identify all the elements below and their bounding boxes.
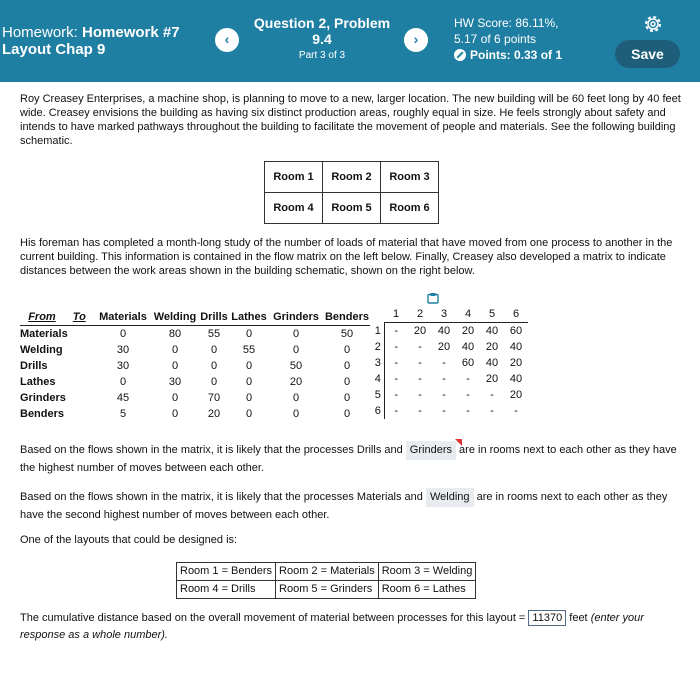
distance-matrix bbox=[372, 306, 528, 419]
flow-corner-header bbox=[20, 309, 94, 326]
flow-cell: 55 bbox=[242, 344, 256, 356]
cumulative-distance-input[interactable]: 11370 bbox=[528, 610, 566, 626]
question-3-before: The cumulative distance based on the overall movement of material between processes for this layout = bbox=[20, 612, 526, 624]
building-schematic bbox=[264, 161, 439, 224]
distance-col-header: 4 bbox=[456, 306, 480, 323]
points-total: 5.17 of 6 points bbox=[454, 32, 537, 46]
layout-intro: One of the layouts that could be designed is: bbox=[20, 534, 238, 546]
flow-cell: 0 bbox=[171, 392, 179, 404]
question-2-before: Based on the flows shown in the matrix, it is likely that the processes Materials and bbox=[20, 491, 423, 503]
flow-cell: 0 bbox=[245, 392, 253, 404]
flow-cell: 0 bbox=[245, 408, 253, 420]
question-part: Part 3 of 3 bbox=[298, 50, 346, 61]
flow-cell: 0 bbox=[343, 408, 351, 420]
homework-subtitle: Layout Chap 9 bbox=[2, 41, 106, 58]
flow-col-header: Materials bbox=[94, 309, 152, 326]
chevron-left-icon: ‹ bbox=[224, 31, 230, 47]
distance-row bbox=[372, 355, 528, 371]
schematic-cell: Room 2 bbox=[323, 162, 381, 193]
distance-cell: 20 bbox=[509, 357, 523, 369]
distance-cell: - bbox=[442, 405, 446, 417]
schematic-cell: Room 4 bbox=[265, 193, 323, 224]
distance-col-header: 1 bbox=[384, 306, 408, 323]
answer-dropdown-1[interactable]: Grinders bbox=[406, 441, 456, 460]
flow-row bbox=[20, 390, 370, 406]
flow-cell: 0 bbox=[343, 360, 351, 372]
flow-cell: 0 bbox=[119, 328, 127, 340]
flow-cell: 0 bbox=[171, 408, 179, 420]
distance-row bbox=[372, 339, 528, 355]
distance-cell: - bbox=[394, 325, 399, 337]
flow-cell: 0 bbox=[171, 344, 179, 356]
distance-cell: - bbox=[418, 373, 422, 385]
flow-row bbox=[20, 358, 370, 374]
distance-cell: - bbox=[466, 405, 470, 417]
flow-cell: 0 bbox=[171, 360, 179, 372]
distance-row-label: 3 bbox=[372, 355, 384, 371]
question-1-after: are in rooms next to each other as they have the highest number of moves between each other. bbox=[20, 444, 677, 474]
flow-row-label: Grinders bbox=[20, 392, 66, 404]
question-3-unit: feet bbox=[569, 612, 588, 624]
distance-cell: - bbox=[442, 389, 446, 401]
question-3-hint: (enter your response as a whole number). bbox=[20, 612, 644, 641]
distance-row bbox=[372, 387, 528, 403]
question-points bbox=[454, 47, 562, 63]
answer-dropdown-2[interactable]: Welding bbox=[426, 488, 474, 507]
layout-cell: Room 5 = Grinders bbox=[276, 581, 379, 599]
question-title: Question 2, Problem bbox=[253, 15, 391, 31]
chevron-right-icon: › bbox=[413, 31, 419, 47]
distance-row-label: 2 bbox=[372, 339, 384, 355]
flow-cell: 80 bbox=[168, 328, 182, 340]
distance-cell: - bbox=[490, 389, 494, 401]
distance-cell: 20 bbox=[437, 341, 451, 353]
distance-cell: - bbox=[394, 341, 399, 353]
distance-cell: - bbox=[418, 405, 422, 417]
flow-cell: 0 bbox=[292, 344, 300, 356]
schematic-cell: Room 6 bbox=[381, 193, 439, 224]
flow-cell: 0 bbox=[210, 376, 218, 388]
flow-cell: 0 bbox=[292, 328, 300, 340]
distance-row bbox=[372, 323, 528, 340]
clipboard-icon[interactable] bbox=[427, 293, 439, 304]
layout-cell: Room 3 = Welding bbox=[378, 563, 476, 581]
flow-cell: 45 bbox=[116, 392, 130, 404]
flow-cell: 55 bbox=[207, 328, 221, 340]
distance-cell: 20 bbox=[485, 373, 499, 385]
distance-cell: - bbox=[418, 341, 422, 353]
distance-col-header: 6 bbox=[504, 306, 528, 323]
flow-col-header: Grinders bbox=[268, 309, 324, 326]
question-2-after: are in rooms next to each other as they have the second highest number of moves between each other. bbox=[20, 491, 668, 521]
problem-intro: Roy Creasey Enterprises, a machine shop, is planning to move to a new, larger location. The new building will be 60 feet long by 40 feet wide. Creasey envisions the building as having six distinct production areas, roughly equal in size. He feels strongly about safety and intends to have marked pathways throughout the building to facilitate the movement of people and materials. See the following building schematic. bbox=[20, 93, 681, 147]
distance-cell: 40 bbox=[485, 325, 499, 337]
flow-cell: 30 bbox=[168, 376, 182, 388]
schematic-cell: Room 1 bbox=[265, 162, 323, 193]
flow-row bbox=[20, 406, 370, 422]
homework-label: Homework: bbox=[2, 24, 78, 41]
distance-row bbox=[372, 403, 528, 419]
distance-row-label: 6 bbox=[372, 403, 384, 419]
distance-row-label: 1 bbox=[372, 323, 384, 340]
flow-cell: 50 bbox=[289, 360, 303, 372]
flow-cell: 50 bbox=[340, 328, 354, 340]
homework-name: Homework #7 bbox=[82, 24, 180, 41]
distance-cell: - bbox=[394, 389, 399, 401]
flow-row-label: Welding bbox=[20, 344, 63, 356]
flow-row-label: Lathes bbox=[20, 376, 56, 388]
flow-cell: 0 bbox=[245, 328, 253, 340]
layout-cell: Room 4 = Drills bbox=[177, 581, 276, 599]
distance-cell: 60 bbox=[461, 357, 475, 369]
distance-cell: - bbox=[466, 373, 470, 385]
layout-cell: Room 1 = Benders bbox=[177, 563, 276, 581]
previous-question-button[interactable] bbox=[215, 28, 239, 52]
flow-cell: 0 bbox=[210, 344, 218, 356]
flow-col-header: Welding bbox=[152, 309, 198, 326]
distance-cell: 20 bbox=[509, 389, 523, 401]
distance-cell: 40 bbox=[509, 341, 523, 353]
from-label: From bbox=[28, 311, 56, 323]
flow-cell: 0 bbox=[210, 360, 218, 372]
distance-cell: - bbox=[466, 389, 470, 401]
gear-icon[interactable] bbox=[643, 14, 663, 34]
save-button[interactable]: Save bbox=[615, 40, 680, 68]
to-label: To bbox=[72, 311, 86, 323]
layout-cell: Room 2 = Materials bbox=[276, 563, 379, 581]
distance-cell: - bbox=[394, 405, 399, 417]
question-points-text: Points: 0.33 of 1 bbox=[470, 48, 563, 62]
flow-row bbox=[20, 326, 370, 343]
distance-cell: 40 bbox=[485, 357, 499, 369]
flow-cell: 0 bbox=[343, 392, 351, 404]
distance-row-label: 4 bbox=[372, 371, 384, 387]
distance-cell: 40 bbox=[461, 341, 475, 353]
flow-col-header: Drills bbox=[198, 309, 230, 326]
flow-cell: 30 bbox=[116, 344, 130, 356]
distance-cell: 20 bbox=[461, 325, 475, 337]
flow-cell: 0 bbox=[343, 376, 351, 388]
distance-cell: 60 bbox=[509, 325, 523, 337]
schematic-cell: Room 5 bbox=[323, 193, 381, 224]
next-question-button[interactable] bbox=[404, 28, 428, 52]
distance-cell: - bbox=[442, 357, 446, 369]
distance-cell: 20 bbox=[485, 341, 499, 353]
flow-row bbox=[20, 374, 370, 390]
distance-cell: - bbox=[442, 373, 446, 385]
question-3 bbox=[20, 610, 690, 644]
flow-cell: 0 bbox=[292, 392, 300, 404]
distance-corner bbox=[372, 306, 384, 323]
layout-cell: Room 6 = Lathes bbox=[378, 581, 476, 599]
flow-col-header: Benders bbox=[324, 309, 370, 326]
distance-col-header: 3 bbox=[432, 306, 456, 323]
question-2 bbox=[20, 488, 685, 524]
hw-score: HW Score: 86.11%, bbox=[454, 16, 559, 30]
flow-row-label: Drills bbox=[20, 360, 48, 372]
layout-table bbox=[176, 562, 476, 599]
flow-cell: 20 bbox=[289, 376, 303, 388]
flow-cell: 70 bbox=[207, 392, 221, 404]
flow-cell: 0 bbox=[245, 360, 253, 372]
question-number: 9.4 bbox=[312, 31, 332, 47]
distance-cell: - bbox=[394, 373, 399, 385]
distance-cell: - bbox=[394, 357, 399, 369]
distance-cell: - bbox=[490, 405, 494, 417]
flow-cell: 5 bbox=[119, 408, 127, 420]
flow-cell: 20 bbox=[207, 408, 221, 420]
distance-col-header: 5 bbox=[480, 306, 504, 323]
distance-cell: 40 bbox=[437, 325, 451, 337]
flow-row-label: Materials bbox=[20, 328, 68, 340]
question-info bbox=[242, 15, 402, 61]
distance-cell: 40 bbox=[509, 373, 523, 385]
question-1-before: Based on the flows shown in the matrix, it is likely that the processes Drills and bbox=[20, 444, 403, 456]
foreman-text: His foreman has completed a month-long study of the number of loads of material that have moved from one process to another in the current building. This information is contained in the flow matrix on the left below. Finally, Creasey also developed a matrix to indicate distances between the work areas shown in the building schematic, shown on the right below. bbox=[20, 237, 673, 277]
distance-cell: 20 bbox=[413, 325, 427, 337]
header-bar bbox=[0, 0, 700, 82]
distance-cell: - bbox=[418, 357, 422, 369]
flow-cell: 0 bbox=[245, 376, 253, 388]
question-1 bbox=[20, 441, 685, 477]
flow-row-label: Benders bbox=[20, 408, 65, 420]
flow-row bbox=[20, 342, 370, 358]
distance-row-label: 5 bbox=[372, 387, 384, 403]
partial-credit-icon bbox=[454, 49, 466, 61]
distance-cell: - bbox=[418, 389, 422, 401]
homework-title bbox=[2, 24, 180, 58]
flow-cell: 30 bbox=[116, 360, 130, 372]
distance-row bbox=[372, 371, 528, 387]
distance-cell: - bbox=[514, 405, 518, 417]
flow-cell: 0 bbox=[292, 408, 300, 420]
flow-col-header: Lathes bbox=[230, 309, 268, 326]
flow-cell: 0 bbox=[343, 344, 351, 356]
score-panel bbox=[454, 15, 562, 63]
flow-cell: 0 bbox=[119, 376, 127, 388]
distance-col-header: 2 bbox=[408, 306, 432, 323]
schematic-cell: Room 3 bbox=[381, 162, 439, 193]
flow-matrix bbox=[20, 309, 370, 422]
